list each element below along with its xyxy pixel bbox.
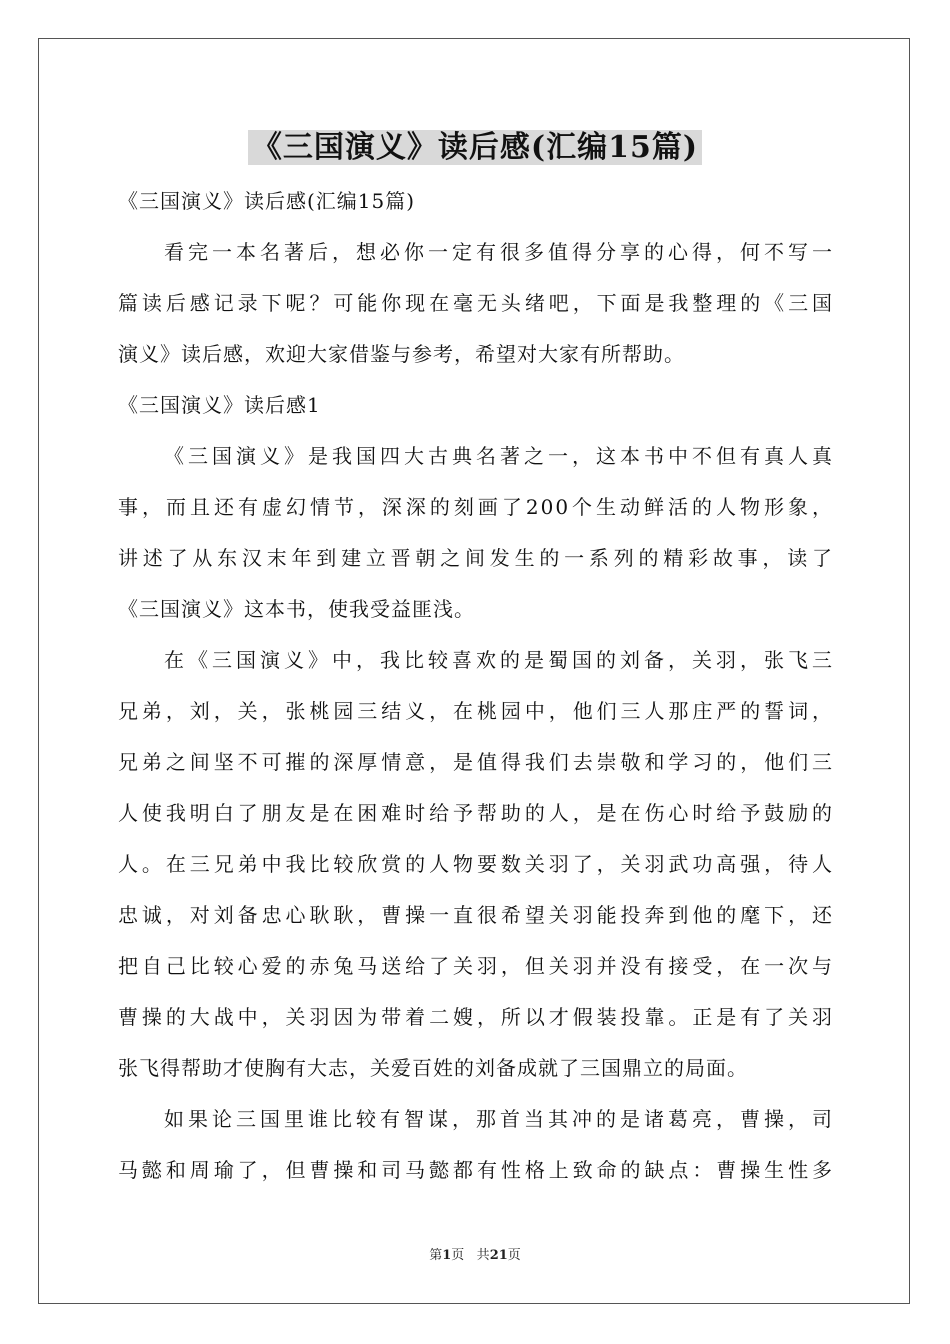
section-heading: 《三国演义》读后感1	[118, 393, 321, 417]
paragraph-line: 人。在三兄弟中我比较欣赏的人物要数关羽了，关羽武功高强，待人	[118, 852, 834, 876]
page-prefix: 第	[429, 1248, 443, 1263]
paragraph-line: 马懿和周瑜了，但曹操和司马懿都有性格上致命的缺点：曹操生性多	[118, 1158, 834, 1182]
paragraph-line: 张飞得帮助才使胸有大志，关爱百姓的刘备成就了三国鼎立的局面。	[118, 1056, 748, 1080]
paragraph-line: 把自己比较心爱的赤兔马送给了关羽，但关羽并没有接受，在一次与	[118, 954, 834, 978]
total-prefix: 共	[476, 1248, 490, 1263]
paragraph-line: 曹操的大战中，关羽因为带着二嫂，所以才假装投靠。正是有了关羽	[118, 1005, 834, 1029]
paragraph-line: 《三国演义》是我国四大古典名著之一，这本书中不但有真人真	[164, 444, 834, 468]
page-number: 1	[442, 1248, 452, 1263]
total-pages: 21	[489, 1248, 508, 1263]
paragraph-line: 忠诚，对刘备忠心耿耿，曹操一直很希望关羽能投奔到他的麾下，还	[118, 903, 834, 927]
document-subtitle: 《三国演义》读后感(汇编15篇)	[118, 189, 416, 213]
page-footer	[0, 1246, 950, 1266]
document-title-text: 《三国演义》读后感(汇编15篇)	[248, 130, 702, 165]
paragraph-line: 《三国演义》这本书，使我受益匪浅。	[118, 597, 475, 621]
document-body	[118, 176, 834, 1196]
document-title	[0, 126, 950, 170]
paragraph-line: 讲述了从东汉末年到建立晋朝之间发生的一系列的精彩故事，读了	[118, 546, 834, 570]
page-suffix: 页	[451, 1248, 465, 1263]
paragraph-line: 兄弟之间坚不可摧的深厚情意，是值得我们去崇敬和学习的，他们三	[118, 750, 834, 774]
intro-line: 篇读后感记录下呢？可能你现在毫无头绪吧，下面是我整理的《三国	[118, 291, 834, 315]
intro-line: 看完一本名著后，想必你一定有很多值得分享的心得，何不写一	[164, 240, 834, 264]
paragraph-line: 兄弟，刘，关，张桃园三结义，在桃园中，他们三人那庄严的誓词，	[118, 699, 834, 723]
paragraph-line: 人使我明白了朋友是在困难时给予帮助的人，是在伤心时给予鼓励的	[118, 801, 834, 825]
paragraph-line: 如果论三国里谁比较有智谋，那首当其冲的是诸葛亮，曹操，司	[164, 1107, 834, 1131]
total-suffix: 页	[507, 1248, 521, 1263]
paragraph-line: 事，而且还有虚幻情节，深深的刻画了200个生动鲜活的人物形象，	[118, 495, 834, 519]
intro-line: 演义》读后感，欢迎大家借鉴与参考，希望对大家有所帮助。	[118, 342, 685, 366]
paragraph-line: 在《三国演义》中，我比较喜欢的是蜀国的刘备，关羽，张飞三	[164, 648, 834, 672]
